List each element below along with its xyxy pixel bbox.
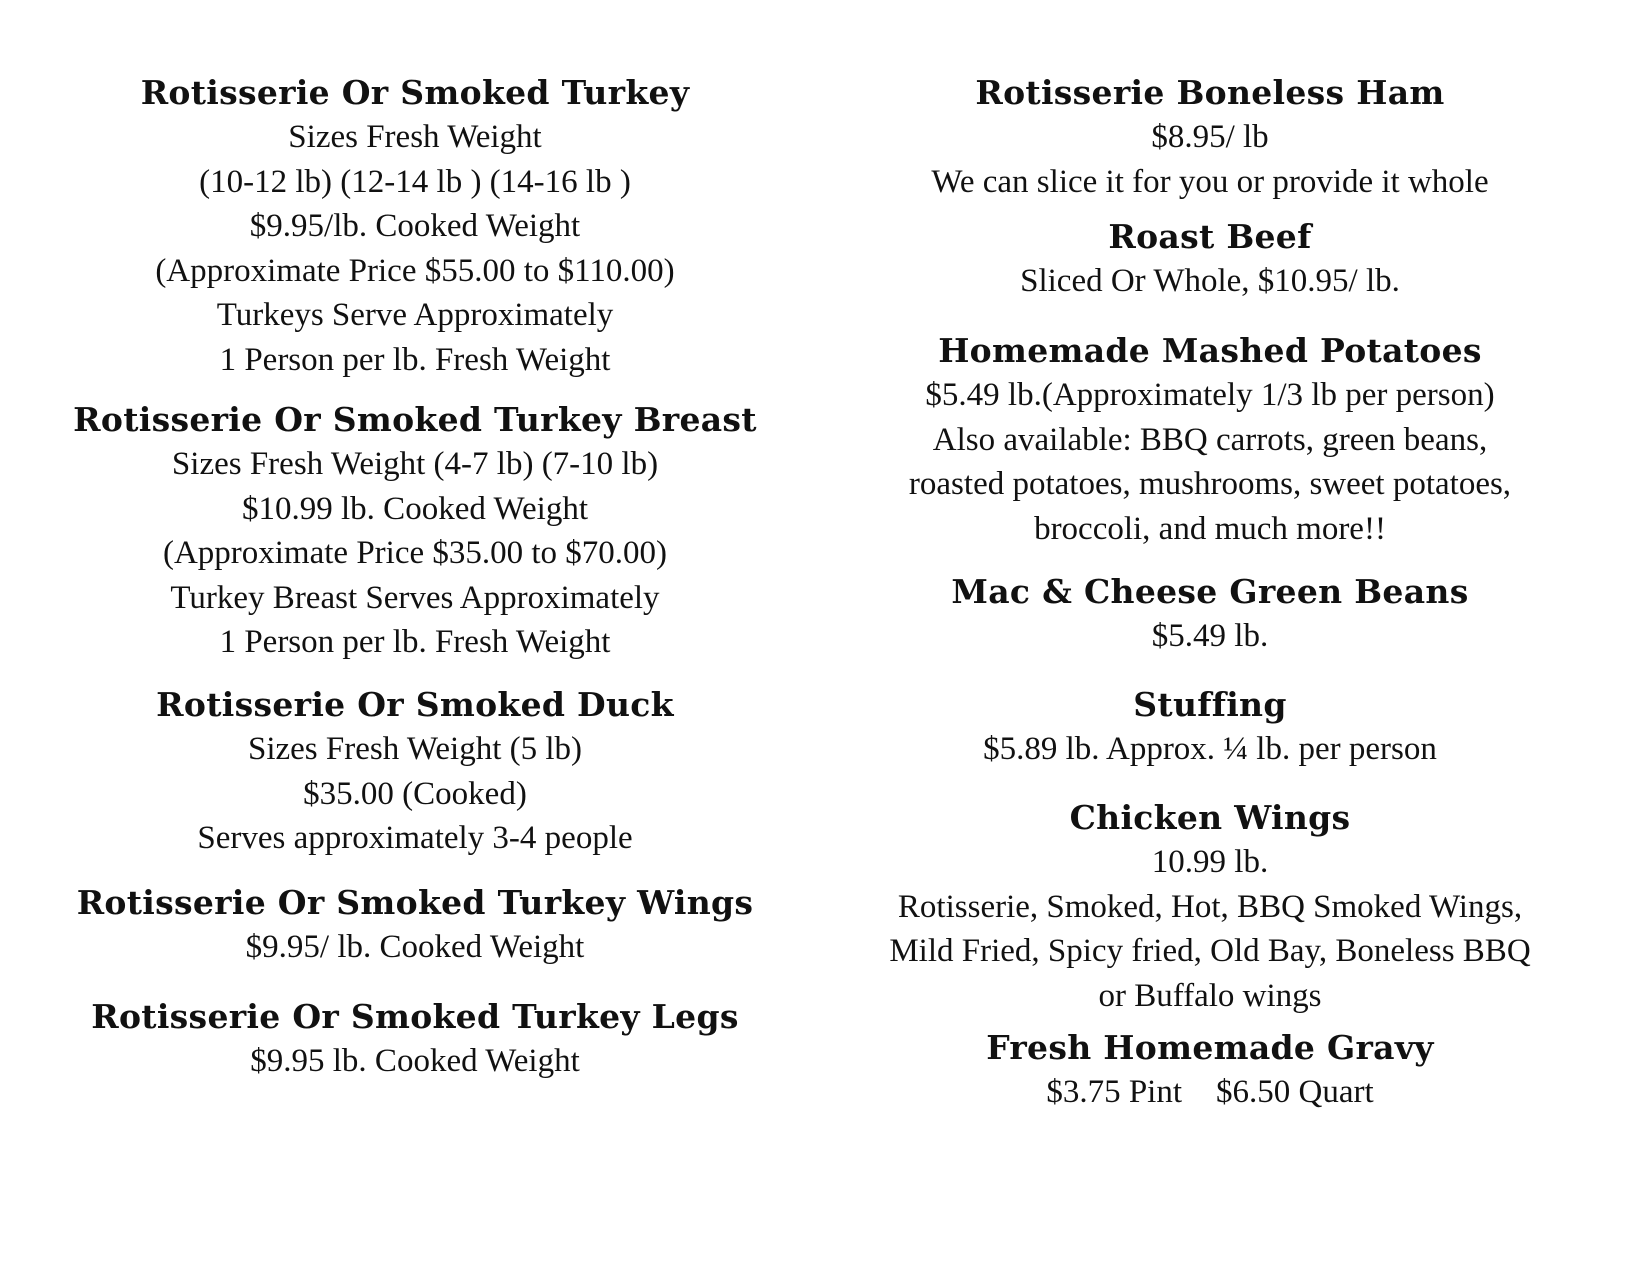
item-price: $5.89 lb. Approx. ¼ lb. per person [983,731,1437,767]
item-detail: Turkeys Serve Approximately [216,297,614,333]
menu-item-roast-beef [830,215,1590,304]
item-price: $9.95/lb. Cooked Weight [249,208,581,244]
item-price-row [830,1070,1590,1115]
menu-item-boneless-ham [830,71,1590,204]
item-detail: Rotisserie, Smoked, Hot, BBQ Smoked Wings, [897,888,1523,925]
item-title: Rotisserie Or Smoked Turkey Legs [91,997,739,1036]
item-detail: (10-12 lb) (12-14 lb ) (14-16 lb ) [199,163,631,200]
item-title: Rotisserie Or Smoked Duck [156,685,674,724]
menu-item-turkey-legs [40,995,790,1084]
item-detail: Also available: BBQ carrots, green beans, [932,421,1488,458]
menu-item-smoked-duck [40,683,790,861]
item-detail: We can slice it for you or provide it whole [931,163,1489,200]
item-price: Sliced Or Whole, $10.95/ lb. [1020,263,1400,299]
menu-item-homemade-gravy [830,1026,1590,1115]
menu-item-turkey-wings [40,881,790,970]
menu-item-mashed-potatoes [830,329,1590,551]
item-price: $35.00 (Cooked) [303,775,527,812]
item-detail: Serves approximately 3-4 people [197,820,633,856]
menu-item-stuffing [830,683,1590,772]
item-detail: Sizes Fresh Weight (4-7 lb) (7-10 lb) [171,446,659,482]
item-title: Rotisserie Or Smoked Turkey [140,73,690,112]
item-price: $5.49 lb.(Approximately 1/3 lb per person) [925,377,1495,413]
item-detail: roasted potatoes, mushrooms, sweet potatoes, [908,466,1512,502]
menu-item-smoked-turkey [40,71,790,382]
item-detail: or Buffalo wings [1098,977,1322,1014]
item-price: $8.95/ lb [1151,119,1269,155]
item-detail: Sizes Fresh Weight [288,119,542,155]
menu-item-mac-and-cheese [830,570,1590,659]
item-title: Rotisserie Or Smoked Turkey Wings [76,883,754,922]
item-detail: 1 Person per lb. Fresh Weight [219,341,611,378]
menu-item-smoked-turkey-breast [40,398,790,665]
item-detail: (Approximate Price $55.00 to $110.00) [155,252,675,289]
item-detail: 1 Person per lb. Fresh Weight [219,624,611,660]
item-detail: Turkey Breast Serves Approximately [170,579,660,616]
item-detail: Mild Fried, Spicy fried, Old Bay, Boneless BBQ [889,933,1531,969]
item-title: Homemade Mashed Potatoes [938,331,1482,370]
item-title: Fresh Homemade Gravy [986,1028,1434,1067]
item-detail: Sizes Fresh Weight (5 lb) [247,731,583,767]
item-title: Stuffing [1133,685,1287,724]
item-title: Chicken Wings [1069,798,1351,837]
item-title: Rotisserie Or Smoked Turkey Breast [73,400,757,439]
gravy-pint-price: $3.75 Pint [1046,1074,1183,1110]
item-detail: (Approximate Price $35.00 to $70.00) [162,535,668,571]
item-price: $9.95/ lb. Cooked Weight [245,929,585,965]
item-title: Rotisserie Boneless Ham [975,73,1445,112]
item-price: $10.99 lb. Cooked Weight [242,490,588,527]
item-price: $9.95 lb. Cooked Weight [250,1043,580,1079]
gravy-quart-price: $6.50 Quart [1216,1074,1374,1110]
item-detail: broccoli, and much more!! [1034,510,1386,547]
menu-item-chicken-wings [830,796,1590,1018]
item-price: $5.49 lb. [1151,618,1269,654]
item-title: Mac & Cheese Green Beans [951,572,1469,611]
item-price: 10.99 lb. [1151,844,1269,880]
item-title: Roast Beef [1108,217,1312,256]
